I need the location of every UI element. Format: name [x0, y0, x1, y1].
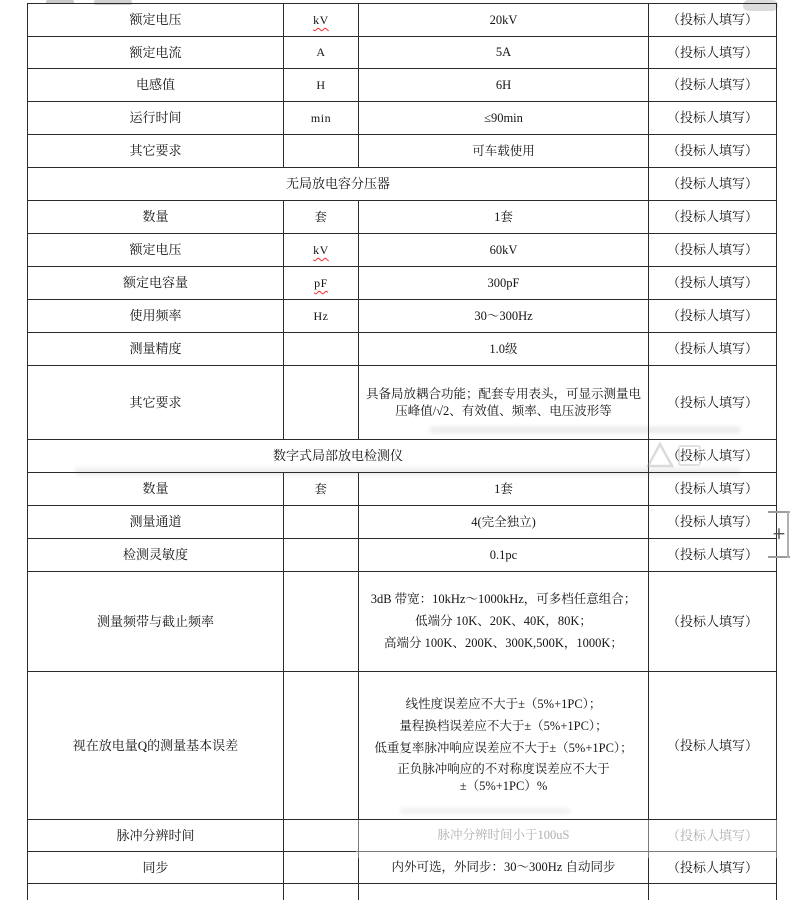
param-name-cell — [28, 506, 284, 539]
param-name-cell — [28, 267, 284, 300]
table-row — [28, 69, 777, 102]
param-value: 具备局放耦合功能；配套专用表头，可显示测量电压峰值/√2、有效值、频率、电压波形等 — [365, 386, 641, 418]
bidder-fill-cell[interactable] — [649, 69, 777, 102]
param-name: 测量精度 — [129, 341, 182, 357]
bidder-fill-cell[interactable] — [649, 366, 777, 440]
bidder-fill-label: （投标人填写） — [666, 341, 758, 357]
bidder-fill-label: （投标人填写） — [666, 613, 758, 629]
unit-cell — [284, 267, 359, 300]
unit-cell — [284, 300, 359, 333]
param-value: 1套 — [494, 209, 513, 224]
bidder-fill-cell[interactable] — [649, 37, 777, 69]
bidder-fill-label: （投标人填写） — [666, 547, 758, 563]
param-value: ≤90min — [484, 110, 523, 125]
unit-label: Hz — [313, 308, 329, 323]
param-name: 同步 — [142, 859, 169, 875]
value-cell — [359, 69, 649, 102]
unit-cell — [284, 539, 359, 572]
unit-label: H — [316, 77, 326, 92]
value-cell — [359, 102, 649, 135]
table-row — [28, 267, 777, 300]
unit-label: 套 — [314, 481, 328, 496]
param-value: 1套 — [494, 481, 513, 496]
param-name: 数量 — [142, 481, 169, 497]
bidder-fill-label: （投标人填写） — [666, 394, 758, 410]
section-title: 无局放电容分压器 — [285, 176, 390, 192]
unit-cell — [284, 820, 359, 852]
value-cell — [359, 852, 649, 884]
spec-table — [27, 3, 777, 900]
param-name: 脉冲分辨时间 — [116, 827, 195, 843]
unit-label: pF — [314, 275, 328, 290]
table-row — [28, 201, 777, 234]
unit-label: 套 — [314, 209, 328, 224]
table-row — [28, 4, 777, 37]
table-row — [28, 506, 777, 539]
param-name-cell — [28, 820, 284, 852]
unit-label: kV — [313, 12, 329, 27]
table-row — [28, 572, 777, 672]
value-cell — [359, 4, 649, 37]
value-cell — [359, 333, 649, 366]
bidder-fill-label: （投标人填写） — [666, 481, 758, 497]
param-name-cell — [28, 333, 284, 366]
param-value: 6H — [495, 77, 512, 92]
param-name-cell — [28, 539, 284, 572]
param-value: 5A — [495, 45, 512, 60]
bidder-fill-label: （投标人填写） — [666, 143, 758, 159]
bidder-fill-label: （投标人填写） — [666, 859, 758, 875]
param-value: 3dB 带宽：10kHz～1000kHz，可多档任意组合； 低端分 10K、20K、40K，80K； 高端分 100K、200K、300K,500K，1000K； — [370, 592, 637, 650]
bidder-fill-label: （投标人填写） — [666, 209, 758, 225]
table-row — [28, 102, 777, 135]
bidder-fill-label: （投标人填写） — [666, 77, 758, 93]
param-value: 0.1pc — [489, 547, 518, 562]
bidder-fill-label: （投标人填写） — [666, 448, 758, 464]
section-title: 数字式局部放电检测仪 — [272, 448, 403, 464]
value-cell — [359, 672, 649, 820]
param-name: 额定电压 — [129, 242, 182, 258]
bidder-fill-label: （投标人填写） — [666, 110, 758, 126]
table-row — [28, 366, 777, 440]
table-row — [28, 852, 777, 884]
param-value: 20kV — [489, 12, 518, 27]
unit-cell — [284, 473, 359, 506]
table-row — [28, 672, 777, 820]
bidder-fill-cell[interactable] — [649, 201, 777, 234]
bidder-fill-cell[interactable] — [649, 333, 777, 366]
table-row — [28, 300, 777, 333]
section-title-cell — [28, 168, 649, 201]
unit-cell — [284, 572, 359, 672]
param-name: 额定电流 — [129, 44, 182, 60]
unit-cell — [284, 201, 359, 234]
param-name-cell — [28, 37, 284, 69]
bidder-fill-cell[interactable] — [649, 506, 777, 539]
param-name: 其它要求 — [129, 394, 182, 410]
bidder-fill-cell[interactable] — [649, 672, 777, 820]
table-row — [28, 333, 777, 366]
param-name: 电感值 — [135, 77, 175, 93]
section-row — [28, 440, 777, 473]
bidder-fill-cell — [649, 884, 777, 900]
param-name-cell — [28, 366, 284, 440]
param-name: 其它要求 — [129, 143, 182, 159]
param-name-cell — [28, 102, 284, 135]
table-row — [28, 539, 777, 572]
table-row — [28, 473, 777, 506]
bidder-fill-cell[interactable] — [649, 168, 777, 201]
param-value: 内外可选，外同步：30～300Hz 自动同步 — [391, 860, 616, 875]
insert-row-plus-icon[interactable]: + — [771, 524, 787, 544]
bidder-fill-label: （投标人填写） — [666, 827, 758, 843]
bidder-fill-cell[interactable] — [649, 234, 777, 267]
param-name-cell — [28, 135, 284, 168]
bidder-fill-label: （投标人填写） — [666, 308, 758, 324]
param-value: 60kV — [489, 242, 518, 257]
bidder-fill-cell[interactable] — [649, 852, 777, 884]
table-row — [28, 234, 777, 267]
unit-cell — [284, 852, 359, 884]
section-row — [28, 168, 777, 201]
bidder-fill-cell[interactable] — [649, 300, 777, 333]
param-name-cell — [28, 852, 284, 884]
value-cell — [359, 506, 649, 539]
bidder-fill-label: （投标人填写） — [666, 275, 758, 291]
table-row — [28, 135, 777, 168]
value-cell — [359, 267, 649, 300]
param-name: 检测灵敏度 — [122, 547, 188, 563]
value-cell — [359, 135, 649, 168]
value-cell — [359, 234, 649, 267]
unit-cell — [284, 366, 359, 440]
param-value: 线性度误差应不大于±（5%+1PC）； 量程换档误差应不大于±（5%+1PC）； 低重复率脉冲响应误差应不大于±（5%+1PC）； 正负脉冲响应的不对称度误差应不大于±（5%+1PC）% — [374, 696, 633, 794]
bidder-fill-label: （投标人填写） — [666, 737, 758, 753]
param-name: 数量 — [142, 209, 169, 225]
param-value: 4(完全独立) — [471, 514, 536, 529]
unit-label: A — [316, 45, 326, 60]
bidder-fill-cell[interactable] — [649, 473, 777, 506]
param-name-cell — [28, 473, 284, 506]
bidder-fill-cell[interactable] — [649, 267, 777, 300]
bidder-fill-cell[interactable] — [649, 572, 777, 672]
table-row — [28, 37, 777, 69]
param-name-cell — [28, 201, 284, 234]
unit-cell — [284, 506, 359, 539]
unit-cell — [284, 672, 359, 820]
unit-cell — [284, 135, 359, 168]
bidder-fill-label: （投标人填写） — [666, 12, 758, 28]
unit-cell — [284, 37, 359, 69]
bidder-fill-label: （投标人填写） — [666, 176, 758, 192]
unit-label: kV — [313, 242, 329, 257]
unit-cell — [284, 102, 359, 135]
unit-cell — [284, 884, 359, 900]
value-cell — [359, 37, 649, 69]
unit-cell — [284, 234, 359, 267]
value-cell — [359, 572, 649, 672]
param-name: 视在放电量Q的测量基本误差 — [72, 737, 239, 753]
section-title-cell — [28, 440, 649, 473]
bidder-fill-cell[interactable] — [649, 102, 777, 135]
param-value: 30～300Hz — [474, 308, 533, 323]
param-name-cell — [28, 672, 284, 820]
bidder-fill-cell[interactable] — [649, 135, 777, 168]
value-cell — [359, 366, 649, 440]
param-name: 额定电压 — [129, 12, 182, 28]
param-name: 运行时间 — [129, 110, 182, 126]
param-value: 1.0级 — [489, 341, 518, 356]
param-value: 脉冲分辨时间小于100uS — [437, 828, 570, 843]
param-name: 测量频带与截止频率 — [96, 613, 214, 629]
unit-cell — [284, 333, 359, 366]
unit-cell — [284, 4, 359, 37]
bidder-fill-label: （投标人填写） — [666, 242, 758, 258]
param-name-cell — [28, 300, 284, 333]
param-name-cell — [28, 884, 284, 900]
bidder-fill-label: （投标人填写） — [666, 44, 758, 60]
bidder-fill-label: （投标人填写） — [666, 514, 758, 530]
unit-cell — [284, 69, 359, 102]
param-value: 可车载使用 — [472, 143, 535, 158]
bidder-fill-cell[interactable] — [649, 539, 777, 572]
table-row-partial — [28, 884, 777, 900]
bidder-fill-cell[interactable] — [649, 440, 777, 473]
value-cell — [359, 539, 649, 572]
value-cell — [359, 473, 649, 506]
value-cell — [359, 884, 649, 900]
value-cell — [359, 201, 649, 234]
param-name-cell — [28, 69, 284, 102]
value-cell — [359, 300, 649, 333]
param-value: 300pF — [487, 275, 520, 290]
bidder-fill-cell[interactable] — [649, 4, 777, 37]
unit-label: min — [310, 110, 332, 125]
bidder-fill-cell[interactable] — [649, 820, 777, 852]
param-name: 测量通道 — [129, 514, 182, 530]
param-name-cell — [28, 572, 284, 672]
value-cell — [359, 820, 649, 852]
param-name-cell — [28, 4, 284, 37]
param-name: 使用频率 — [129, 308, 182, 324]
table-row — [28, 820, 777, 852]
param-name-cell — [28, 234, 284, 267]
param-name: 额定电容量 — [122, 275, 188, 291]
